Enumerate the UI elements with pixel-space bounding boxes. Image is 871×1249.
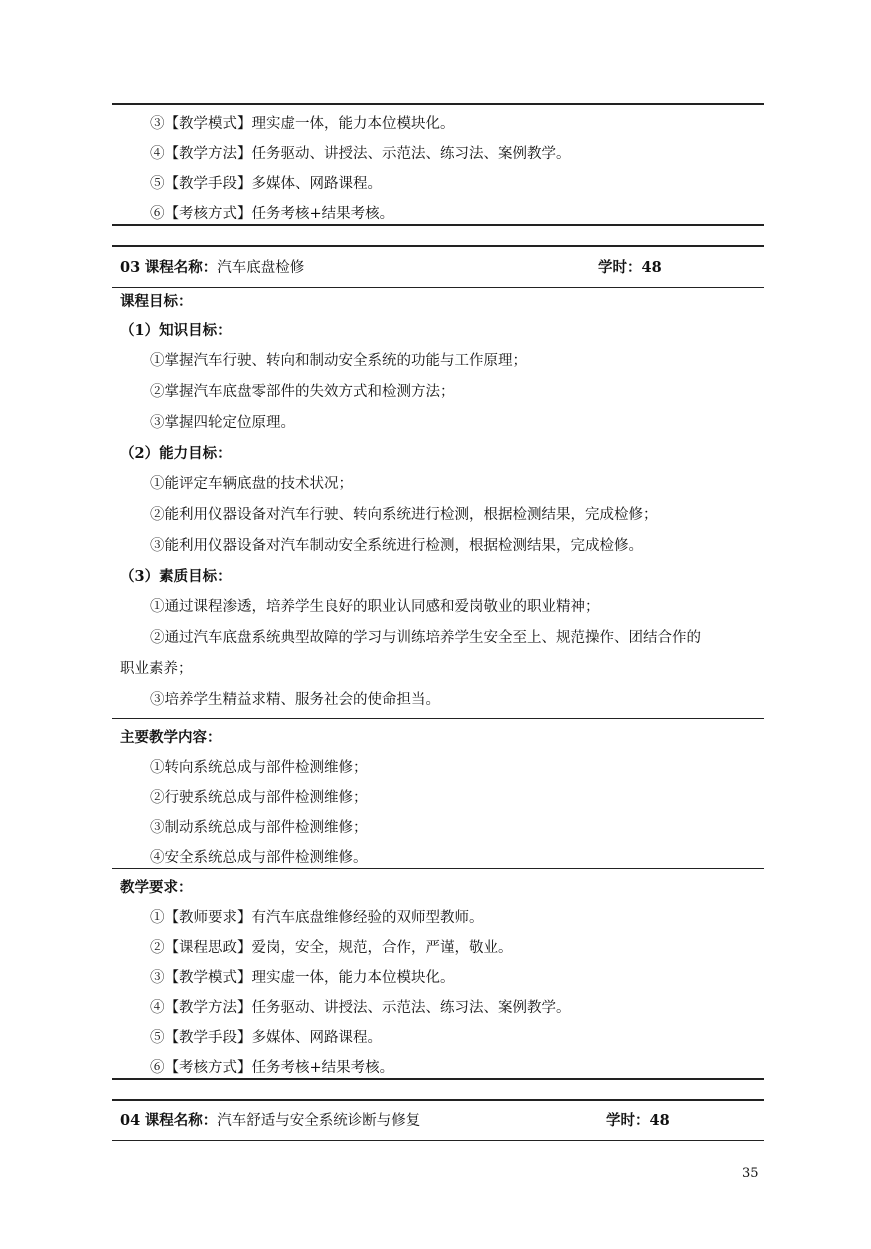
list-item: ②掌握汽车底盘零部件的失效方式和检测方法； [150, 384, 455, 400]
text-line: ⑥【考核方式】任务考核+结果考核。 [150, 206, 395, 222]
list-item-continuation: 职业素养； [120, 661, 193, 677]
course-title [120, 1111, 420, 1131]
list-item: ③培养学生精益求精、服务社会的使命担当。 [150, 692, 440, 708]
list-item: ⑤【教学手段】多媒体、网路课程。 [150, 1030, 382, 1046]
quality-title: （3）素质目标： [120, 568, 232, 585]
course-header-rule [112, 1099, 764, 1101]
goals-title: 课程目标： [120, 293, 193, 310]
hours-value: 48 [649, 1112, 670, 1129]
text-line: ③【教学模式】理实虚一体，能力本位模块化。 [150, 116, 455, 132]
knowledge-title: （1）知识目标： [120, 322, 232, 339]
course-title [120, 258, 304, 278]
course-name-label: 课程名称： [144, 259, 218, 276]
ability-title: （2）能力目标： [120, 445, 232, 462]
hours-value: 48 [641, 259, 662, 276]
page-number: 35 [742, 1166, 759, 1181]
list-item: ②通过汽车底盘系统典型故障的学习与训练培养学生安全至上、规范操作、团结合作的 [150, 630, 701, 646]
list-item: ②【课程思政】爱岗，安全，规范，合作，严谨，敬业。 [150, 940, 513, 956]
course-name: 汽车底盘检修 [217, 260, 305, 276]
course-number: 04 [120, 1112, 141, 1129]
requirements-title: 教学要求： [120, 879, 193, 896]
list-item: ①转向系统总成与部件检测维修； [150, 760, 368, 776]
hours-label: 学时： [598, 259, 642, 276]
course-name: 汽车舒适与安全系统诊断与修复 [217, 1113, 421, 1129]
course-hours [606, 1111, 670, 1131]
header-bottom-rule [112, 1140, 764, 1141]
list-item: ①能评定车辆底盘的技术状况； [150, 476, 353, 492]
list-item: ②能利用仪器设备对汽车行驶、转向系统进行检测，根据检测结果，完成检修； [150, 507, 658, 523]
list-item: ①【教师要求】有汽车底盘维修经验的双师型教师。 [150, 910, 484, 926]
content-title: 主要教学内容： [120, 729, 222, 746]
list-item: ③制动系统总成与部件检测维修； [150, 820, 368, 836]
header-bottom-rule [112, 287, 764, 288]
hours-label: 学时： [606, 1112, 650, 1129]
content-bottom-rule [112, 868, 764, 869]
list-item: ①掌握汽车行驶、转向和制动安全系统的功能与工作原理； [150, 353, 527, 369]
section-rule [112, 224, 764, 226]
text-line: ⑤【教学手段】多媒体、网路课程。 [150, 176, 382, 192]
top-rule [112, 103, 764, 105]
list-item: ③【教学模式】理实虚一体，能力本位模块化。 [150, 970, 455, 986]
course-number: 03 [120, 259, 141, 276]
course-name-label: 课程名称： [144, 1112, 218, 1129]
list-item: ④【教学方法】任务驱动、讲授法、示范法、练习法、案例教学。 [150, 1000, 571, 1016]
course-hours [598, 258, 662, 278]
list-item: ⑥【考核方式】任务考核+结果考核。 [150, 1060, 395, 1076]
list-item: ③能利用仪器设备对汽车制动安全系统进行检测，根据检测结果，完成检修。 [150, 538, 643, 554]
section-rule [112, 1078, 764, 1080]
list-item: ④安全系统总成与部件检测维修。 [150, 850, 368, 866]
list-item: ②行驶系统总成与部件检测维修； [150, 790, 368, 806]
list-item: ③掌握四轮定位原理。 [150, 415, 295, 431]
course-header-rule [112, 245, 764, 247]
text-line: ④【教学方法】任务驱动、讲授法、示范法、练习法、案例教学。 [150, 146, 571, 162]
list-item: ①通过课程渗透，培养学生良好的职业认同感和爱岗敬业的职业精神； [150, 599, 600, 615]
goals-bottom-rule [112, 718, 764, 719]
